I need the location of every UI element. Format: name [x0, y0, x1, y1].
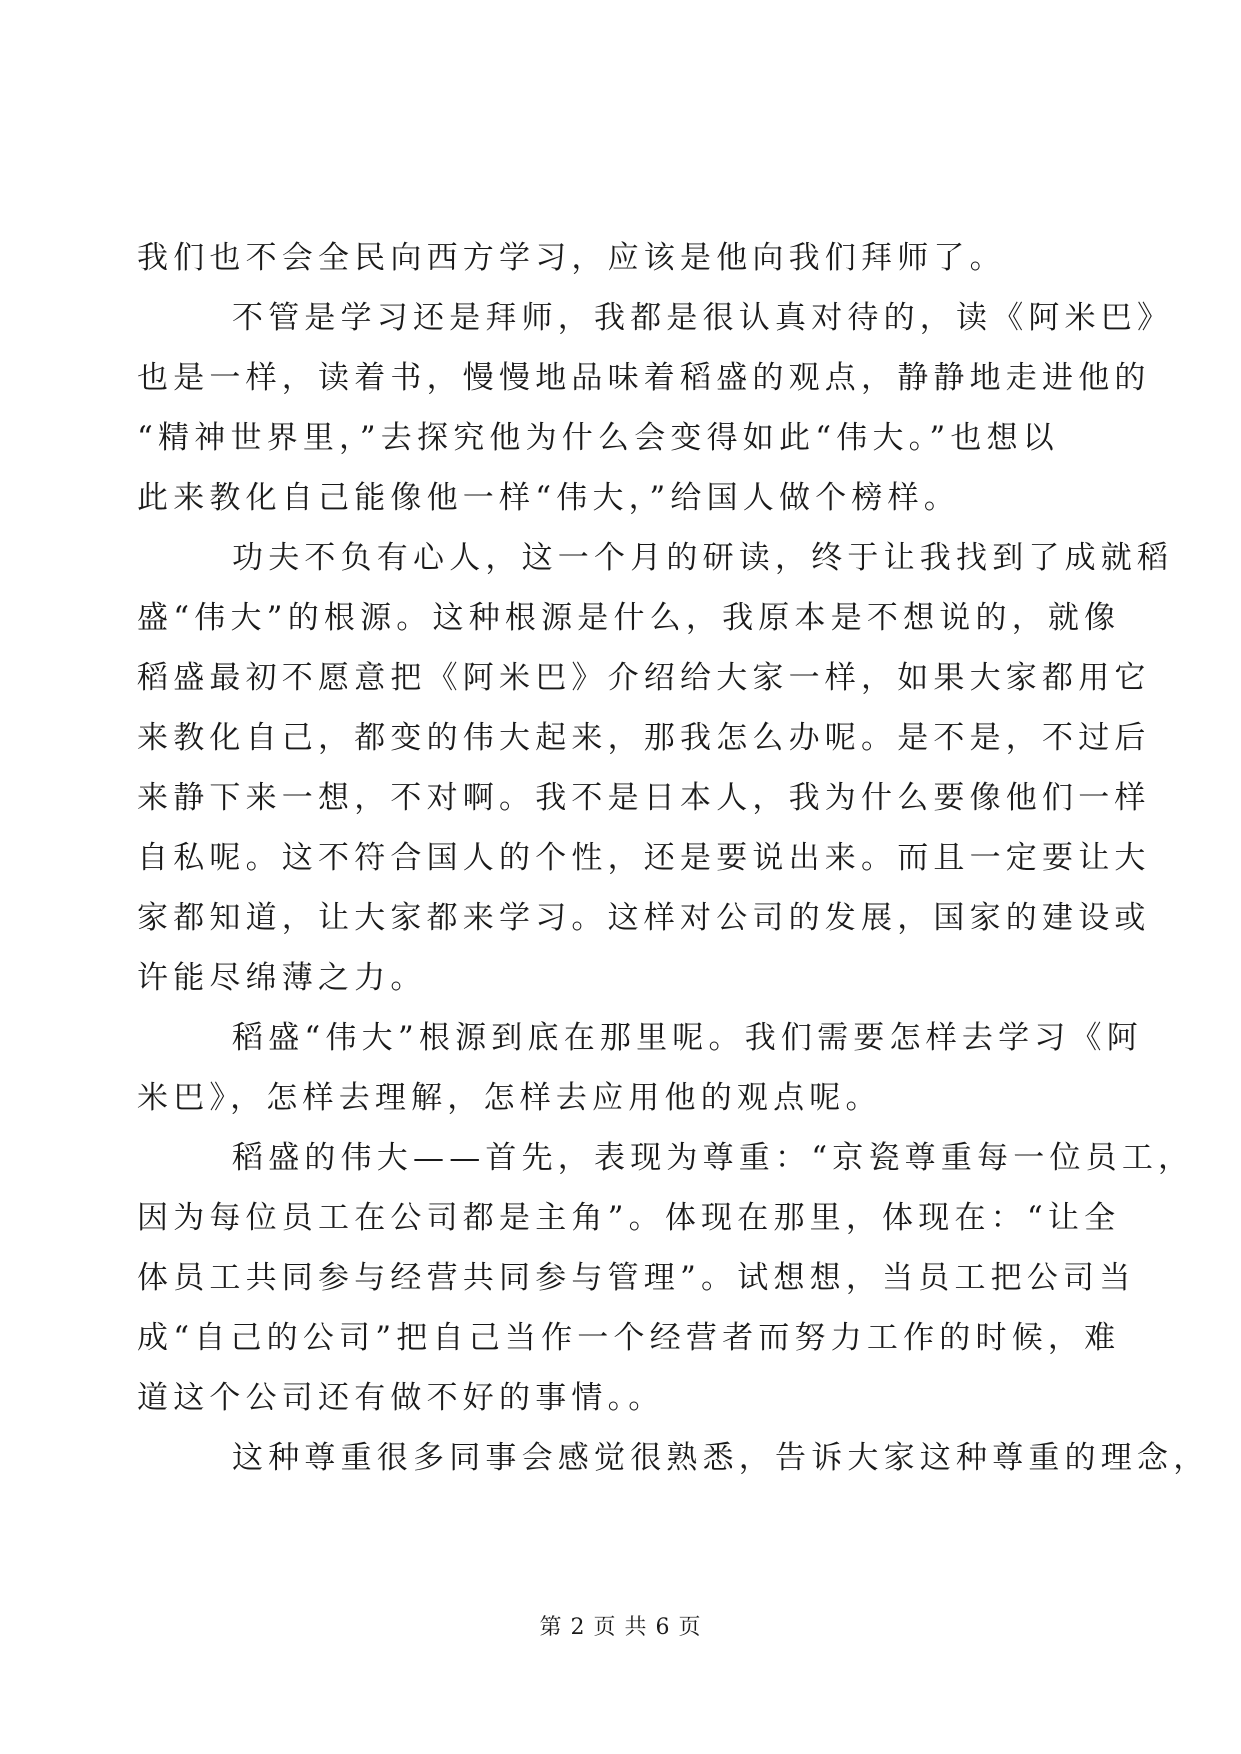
text-line: 家都知道，让大家都来学习。这样对公司的发展，国家的建设或 — [137, 900, 1151, 936]
paragraph-start-line: 功夫不负有心人，这一个月的研读，终于让我找到了成就稻 — [232, 540, 1174, 576]
paragraph-start-line: 稻盛的伟大——首先，表现为尊重：“京瓷尊重每一位员工， — [232, 1140, 1195, 1176]
paragraph-start-line: 稻盛“伟大”根源到底在那里呢。我们需要怎样去学习《阿 — [232, 1020, 1143, 1056]
text-line: 稻盛最初不愿意把《阿米巴》介绍给大家一样，如果大家都用它 — [137, 660, 1151, 696]
text-line: 来教化自己，都变的伟大起来，那我怎么办呢。是不是，不过后 — [137, 720, 1151, 756]
paragraph-start-line: 这种尊重很多同事会感觉很熟悉，告诉大家这种尊重的理念， — [232, 1440, 1210, 1476]
text-line: 许能尽绵薄之力。 — [137, 960, 427, 996]
page-number-footer: 第 2 页 共 6 页 — [539, 1615, 702, 1640]
text-line: 我们也不会全民向西方学习，应该是他向我们拜师了。 — [137, 240, 1006, 276]
paragraph-start-line: 不管是学习还是拜师，我都是很认真对待的，读《阿米巴》 — [232, 300, 1174, 336]
text-line: 道这个公司还有做不好的事情。。 — [137, 1380, 665, 1416]
text-line: 体员工共同参与经营共同参与管理”。试想想，当员工把公司当 — [137, 1260, 1136, 1296]
text-line: 此来教化自己能像他一样“伟大，”给国人做个榜样。 — [137, 480, 960, 516]
body-text — [137, 228, 1210, 1488]
text-line: 自私呢。这不符合国人的个性，还是要说出来。而且一定要让大 — [137, 840, 1151, 876]
text-line: 因为每位员工在公司都是主角”。体现在那里，体现在：“让全 — [137, 1200, 1121, 1236]
text-line: 盛“伟大”的根源。这种根源是什么，我原本是不想说的，就像 — [137, 600, 1121, 636]
text-line: 米巴》，怎样去理解，怎样去应用他的观点呢。 — [137, 1080, 882, 1116]
text-line: 来静下来一想，不对啊。我不是日本人，我为什么要像他们一样 — [137, 780, 1151, 816]
text-line: 也是一样，读着书，慢慢地品味着稻盛的观点，静静地走进他的 — [137, 360, 1151, 396]
text-line: “精神世界里，”去探究他为什么会变得如此“伟大。”也想以 — [137, 420, 1059, 456]
text-line: 成“自己的公司”把自己当作一个经营者而努力工作的时候，难 — [137, 1320, 1121, 1356]
